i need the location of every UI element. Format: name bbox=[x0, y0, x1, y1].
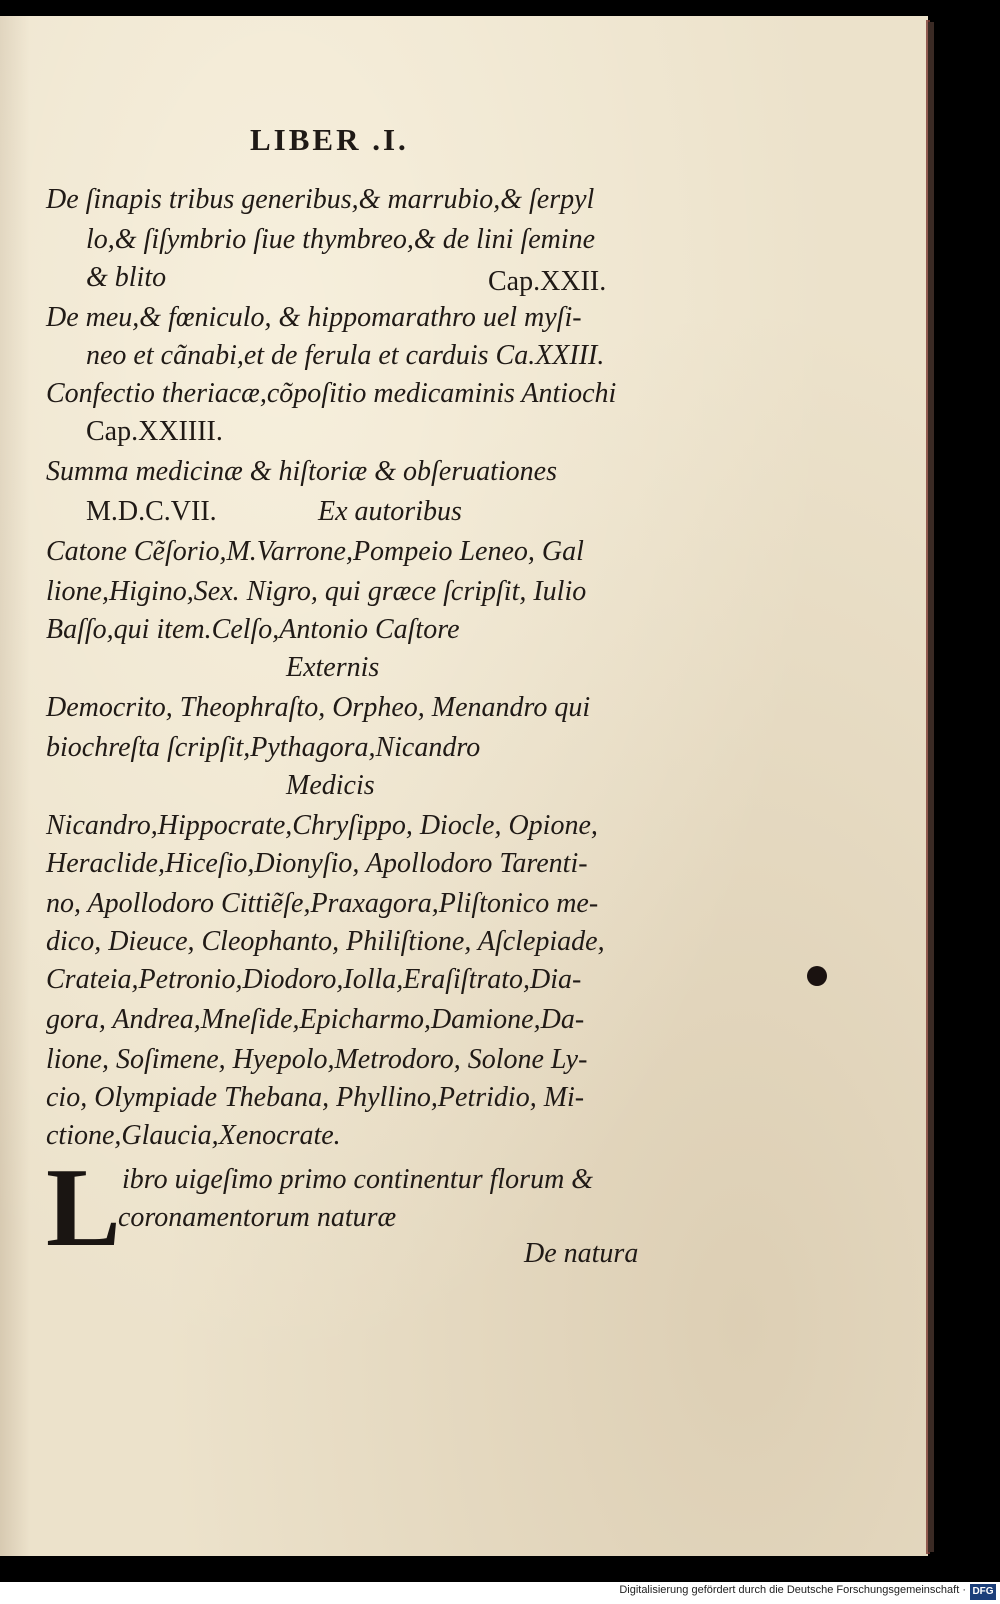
text-line: Crateia,Petronio,Diodoro,Iolla,Eraſiſtrato,Dia- bbox=[46, 964, 582, 995]
text-line: De meu,& fœniculo, & hippomarathro uel myſi- bbox=[46, 302, 582, 333]
running-head: LIBER .I. bbox=[250, 122, 409, 157]
text-line: coronamentorum naturæ bbox=[118, 1202, 397, 1233]
text-line: & blito bbox=[86, 262, 167, 293]
text-line: no, Apollodoro Cittiẽſe,Praxagora,Pliſtonico me- bbox=[46, 888, 599, 919]
page-edge bbox=[928, 22, 934, 1552]
text-line: lione, Soſimene, Hyepolo,Metrodoro, Solone Ly- bbox=[46, 1044, 588, 1075]
text-line: M.D.C.VII. bbox=[86, 496, 217, 527]
section-heading: Externis bbox=[286, 652, 380, 683]
text-line: Confectio theriacæ,cõpoſitio medicaminis Antiochi bbox=[46, 378, 617, 409]
footer-credit: Digitalisierung gefördert durch die Deutsche Forschungsgemeinschaft · bbox=[619, 1584, 966, 1596]
chapter-number: Cap.XXIIII. bbox=[86, 416, 223, 447]
section-heading: Ex autoribus bbox=[318, 496, 462, 527]
text-line: neo et cãnabi,et de ferula et carduis Ca.XXIII. bbox=[86, 340, 605, 371]
text-line: Heraclide,Hiceſio,Dionyſio, Apollodoro Tarenti- bbox=[46, 848, 588, 879]
text-line: ctione,Glaucia,Xenocrate. bbox=[46, 1120, 341, 1151]
dfg-logo: DFG bbox=[970, 1584, 996, 1600]
ink-dot bbox=[807, 966, 827, 986]
text-line: Democrito, Theophraſto, Orpheo, Menandro qui bbox=[46, 692, 591, 723]
text-line: lo,& ſiſymbrio ſiue thymbreo,& de lini ſemine bbox=[86, 224, 596, 255]
text-line: dico, Dieuce, Cleophanto, Philiſtione, Aſclepiade, bbox=[46, 926, 605, 957]
chapter-number: Cap.XXII. bbox=[488, 266, 607, 297]
catchword: De natura bbox=[524, 1238, 639, 1269]
drop-cap: L bbox=[46, 1146, 121, 1270]
text-line: Summa medicinæ & hiſtoriæ & obſeruationes bbox=[46, 456, 557, 487]
text-line: cio, Olympiade Thebana, Phyllino,Petridio, Mi- bbox=[46, 1082, 585, 1113]
text-line: gora, Andrea,Mneſide,Epicharmo,Damione,Da- bbox=[46, 1004, 585, 1035]
footer-bar bbox=[0, 1582, 1000, 1604]
section-heading: Medicis bbox=[286, 770, 375, 801]
text-line: Nicandro,Hippocrate,Chryſippo, Diocle, Opione, bbox=[46, 810, 598, 841]
text-line: Catone Cẽſorio,M.Varrone,Pompeio Leneo, Gal bbox=[46, 536, 584, 567]
text-line: Baſſo,qui item.Celſo,Antonio Caſtore bbox=[46, 614, 460, 645]
text-line: ibro uigeſimo primo continentur florum & bbox=[122, 1164, 594, 1195]
text-line: lione,Higino,Sex. Nigro, qui græce ſcripſit, Iulio bbox=[46, 576, 587, 607]
text-line: De ſinapis tribus generibus,& marrubio,& ſerpyl bbox=[46, 184, 595, 215]
text-line: biochreſta ſcripſit,Pythagora,Nicandro bbox=[46, 732, 481, 763]
